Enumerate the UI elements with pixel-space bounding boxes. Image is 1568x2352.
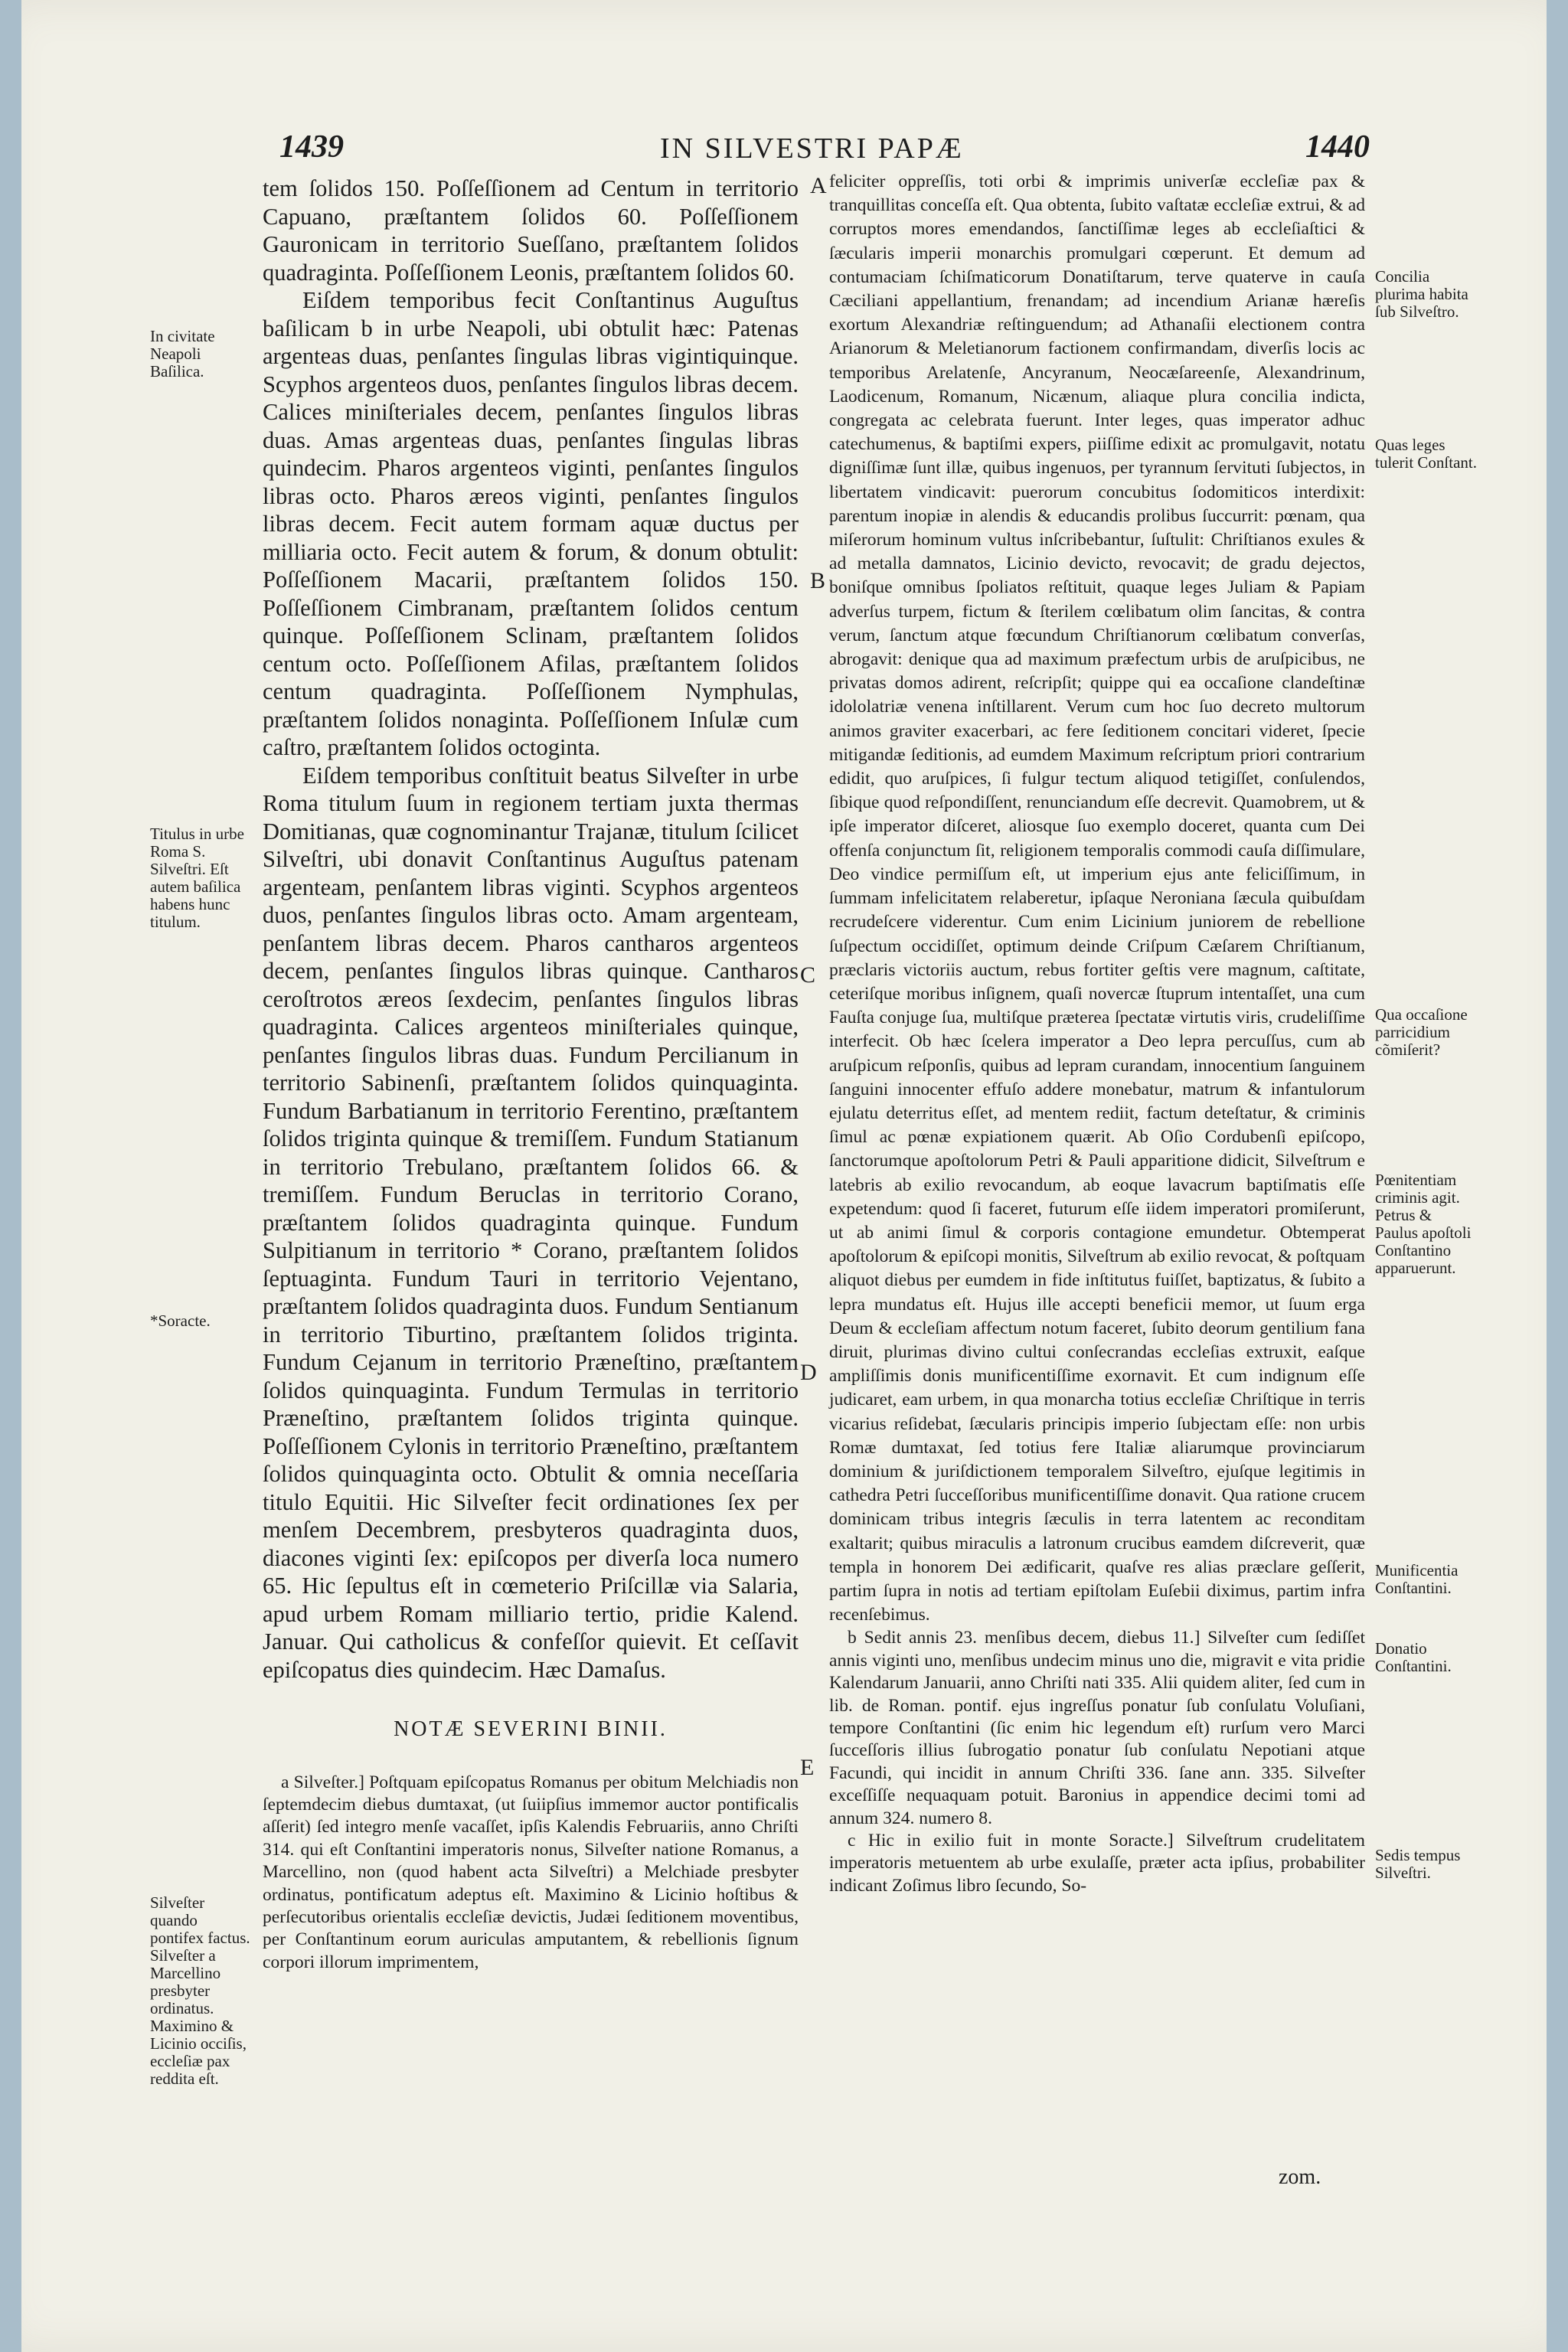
margin-note-right-1: Concilia plurima habita ſub Silveſtro. <box>1375 267 1468 321</box>
running-title: IN SILVESTRI PAPÆ <box>660 132 964 165</box>
section-letter-c: C <box>800 962 816 988</box>
margin-note-right-5: Munificentia Conſtantini. <box>1375 1561 1459 1597</box>
margin-note-right-2: Quas leges tulerit Conſtant. <box>1375 436 1477 472</box>
body-paragraph-right: feliciter oppreſſis, toti orbi & imprimis univerſæ eccleſiæ pax & tranquillitas conceſſa eſt. Qua obtenta, ſubito vaſtatæ eccleſiæ extrui, & ad corruptos mores emendandos, ſanctiſſimæ leges ab eccleſiaſtici & ſæcularis imperii monarchis promulgari cœperunt. Et demum ad contumaciam ſchiſmaticorum Donatiſtarum, terve quaterve in cauſa Cæciliani appellantium, frenandam; ad incendium Arianæ hæreſis exortum Alexandriæ reſtinguendum; ad Athanaſii electionem contra Arianorum & Meletianorum factionem confirmandam, diverſis locis ac temporibus Arelatenſe, Ancyranum, Neocæſareenſe, Alexandrinum, Laodicenum, Romanum, Nicænum, aliaque plura concilia indicta, congregata ac celebrata fuerunt. Inter leges, quas imperator adhuc catechumenus, & baptiſmi expers, piiſſime edixit ac promulgavit, notatu digniſſimæ ſunt illæ, quibus ingenuos, per tyrannum ſervituti ſubjectos, in libertatem vindicavit: puerorum concubitus ſodomiticos interdixit: parentum inopiæ in alendis & educandis prolibus ſuccurrit: pœnam, qua miſerorum hominum vultus inſcribebantur, ſuſtulit: Chriſtianos exules & ad metalla damnatos, Licinio devicto, revocavit; de gradu dejectos, boniſque omnibus ſpoliatos reſtituit, quaque leges Juliam & Papiam adverſus turpem, fictum & ſterilem cœlibatum olim ſancitas, & contra verum, ſanctum atque fœcundum Chriſtianorum cœlibatum converſas, abrogavit: denique qua ad maximum præfectum urbis de aruſpicibus, ne privatas domos adirent, reſcripſit; quippe qui ea occaſione clandeſtinæ idololatriæ venena inſtillarent. Verum cum hoc ſuo decreto multorum animos graviter exacerbari, ac fere ſeditionem concitari videret, ſpecie mitigandæ ſeditionis, ad eumdem Maximum reſcriptum priori contrarium edidit, quo aruſpices, ſi fulgur tectum aliquod tetigiſſet, conſulendos, ſibique quod reſpondiſſent, renunciandum eſſe decrevit. Quamobrem, ut & ipſe imperator diſceret, aliosque ſuo exemplo doceret, quanta cum Dei offenſa conjunctum ſit, religionem temporalis commodi cauſa diſſimulare, Deo vindice permiſſum eſt, ut imperium ejus ante feliciſſimum, in ſummam infelicitatem relaberetur, ipſaque Neroniana ſæcula quibuſdam recrudeſcere viderentur. Cum enim Licinium juniorem de rebellione ſuſpectum occidiſſet, optimum deinde Criſpum Cæſarem Chriſtianum, præclaris victoriis auctum, rebus fortiter geſtis vere magnum, caſtitate, ceteriſque moribus inſignem, quaſi novercæ ſtuprum intentaſſet, una cum Fauſta conjuge ſua, multiſque præterea ſpectatæ virtutis viris, crudeliſſime interfecit. Ob hæc ſcelera imperator a Deo lepra percuſſus, cum ab aruſpicum reſponſis, quibus ad lepram curandam, innocentium ſanguinem ſanguini innocenter effuſo addere monebatur, matrum & infantulorum ejulatu deterritus eſſet, ad mentem rediit, factum deteſtatur, & criminis ſimul ac pœnæ expiationem quærit. Ab Oſio Cordubenſi epiſcopo, ſanctorumque apoſtolorum Petri & Pauli apparitione didicit, Silveſtrum e latebris ab exilio revocandum, ab eoque lavacrum baptiſmatis eſſe expetendum: quod ſi faceret, futurum eſſe iidem imperatori promiſerunt, ut ab animi ſimul & corporis contagione emundetur. Obtemperat apoſtolorum & epiſcopi monitis, Silveſtrum ab exilio revocat, & poſtquam aliquot diebus per eumdem in fide inſtitutus fuiſſet, baptizatus, & ſubito a lepra mundatus eſt. Hujus ille accepti beneficii memor, ut ſuum erga Deum & eccleſiam affectum notum faceret, ſubito deorum gentilium fana diruit, plurimas divino cultui conſecrandas eccleſias extruxit, eaſque ampliſſimis donis munificentiſſime exornavit. Et cum indignum eſſe judicaret, eam urbem, in qua monarcha totius eccleſiæ Chriſtique in terris vicarius reſidebat, ſæcularis principis imperio ſubjectam eſſe: non urbis Romæ dumtaxat, ſed totius fere Italiæ aliarumque provinciarum dominium & juriſdictionem temporalem Silveſtro, ejuſque legitimis in cathedra Petri ſucceſſoribus munificentiſſime donavit. Qua ratione crucem dominicam tribus integris ſæculis in terra latentem ac reconditam exaltarit; quibus miraculis a latronum crucibus eamdem diſcreverit, quæ templa in honorem Dei ædificarit, quaſve res alias præclare geſſerit, partim ſupra in notis ad tertiam epiſtolam Euſebii diximus, partim infra recenſebimus. <box>829 172 1365 1625</box>
section-letter-b: B <box>810 568 826 593</box>
note-b: b Sedit annis 23. menſibus decem, diebus 11.] Silveſter cum ſediſſet annis viginti uno, menſibus undecim minus uno die, migravit e vita pridie Kalendarum Januarii, anno Chriſti nati 335. Alii quidem aliter, ſed cum in lib. de Roman. pontif. ejus ingreſſus ponatur ſub conſulatu Voluſiani, tempore Conſtantini (ſic enim hic legendum eſt) rurſum vero Marci ſucceſſoris illius ſubrogatio ponatur ſub conſulatu Nepotiani atque Facundi, qui incidit in annum Chriſti 336. ſane ann. 335. Silveſter exceſſiſſe nequaquam potuit. Baronius in appendice decimi tomi ad annum 324. numero 8. <box>829 1628 1365 1828</box>
page-header <box>0 129 1568 167</box>
page-number-right: 1440 <box>1305 129 1370 165</box>
margin-note-right-4: Pœnitentiam criminis agit. Petrus & Paulus apoſtoli Conſtantino apparuerunt. <box>1375 1171 1472 1277</box>
scan-edge-left <box>0 0 21 2352</box>
note-a: a Silveſter.] Poſtquam epiſcopatus Romanus per obitum Melchiadis non ſeptemdecim diebus dumtaxat, (ut ſuiipſius immemor auctor pontificalis aſſerit) ſed integro menſe vacaſſet, ipſis Kalendis Februariis, anno Chriſti 314. qui eſt Conſtantini imperatoris nonus, Silveſter natione Romanus, a Marcellino, non (quod habent acta Silveſtri) a Melchiade presbyter ordinatus, pontificatum adeptus eſt. Maximino & Licinio hoſtibus & perſecutoribus orientalis eccleſiæ devictis, Judæi ſeditionem moventibus, per Conſtantinum eorum auriculas amputantem, & rebellionis ſignum corpori illorum imprimentem, <box>263 1772 799 1972</box>
section-letter-a: A <box>810 173 827 198</box>
body-paragraph-1: tem ſolidos 150. Poſſeſſionem ad Centum in territorio Capuano, præſtantem ſolidos 60. Poſſeſſionem Gauronicam in territorio Sueſſano, præſtantem ſolidos quadraginta. Poſſeſſionem Leonis, præſtantem ſolidos 60. <box>263 175 799 286</box>
note-c: c Hic in exilio fuit in monte Soracte.] Silveſtrum crudelitatem imperatoris metuentem ab urbe exulaſſe, præter acta ipſius, probabiliter indicant Zoſimus libro ſecundo, So- <box>829 1831 1365 1896</box>
scan-edge-right <box>1547 0 1568 2352</box>
right-column <box>829 170 1365 1897</box>
page-number-left: 1439 <box>279 129 344 165</box>
margin-note-left-2: Titulus in urbe Roma S. Silveſtri. Eſt autem baſilica habens hunc titulum. <box>150 825 244 931</box>
margin-note-left-3: *Soracte. <box>150 1312 211 1330</box>
catchword: zom. <box>1279 2165 1321 2189</box>
margin-note-left-4: Silveſter quando pontifex factus. Silveſter a Marcellino presbyter ordinatus. Maximino & Licinio occiſis, eccleſiæ pax reddita eſt. <box>150 1893 250 2088</box>
section-letter-e: E <box>800 1755 815 1780</box>
body-paragraph-2: Eiſdem temporibus fecit Conſtantinus Auguſtus baſilicam b in urbe Neapoli, ubi obtulit hæc: Patenas argenteas duas, penſantes ſingulas libras vigintiquinque. Scyphos argenteos duos, penſantes ſingulos libras decem. Calices miniſteriales decem, penſantes ſingulos libras duas. Amas argenteas duas, penſantes ſingulas libras quindecim. Pharos argenteos viginti, penſantes ſingulos libras octo. Pharos æreos viginti, penſantes ſingulos libras decem. Fecit autem formam aquæ ductus per milliaria octo. Fecit autem & forum, & donum obtulit: Poſſeſſionem Macarii, præſtantem ſolidos 150. Poſſeſſionem Cimbranam, præſtantem ſolidos centum quinque. Poſſeſſionem Sclinam, præſtantem ſolidos centum octo. Poſſeſſionem Afilas, præſtantem ſolidos centum quadraginta. Poſſeſſionem Nymphulas, præſtantem ſolidos nonaginta. Poſſeſſionem Inſulæ cum caſtro, præſtantem ſolidos octoginta. <box>263 287 799 760</box>
body-paragraph-3: Eiſdem temporibus conſtituit beatus Silveſter in urbe Roma titulum ſuum in regionem tertiam juxta thermas Domitianas, quæ cognominantur Trajanæ, titulum ſcilicet Silveſtri, ubi donavit Conſtantinus Auguſtus patenam argenteam, penſantem libras viginti. Scyphos argenteos duos, penſantes ſingulos libras octo. Amam argenteam, penſantem libras decem. Pharos cantharos argenteos decem, penſantes ſingulos libras quinque. Cantharos ceroſtrotos æreos ſexdecim, penſantes ſingulos libras quadraginta. Calices argenteos miniſteriales quinque, penſantes ſingulos libras duas. Fundum Percilianum in territorio Sabinenſi, præſtantem ſolidos quinquaginta. Fundum Barbatianum in territorio Ferentino, præſtantem ſolidos triginta quinque & tremiſſem. Fundum Statianum in territorio Trebulano, præſtantem ſolidos 66. & tremiſſem. Fundum Beruclas in territorio Corano, præſtantem ſolidos quadraginta quinque. Fundum Sulpitianum in territorio * Corano, præſtantem ſolidos ſeptuaginta. Fundum Tauri in territorio Vejentano, præſtantem ſolidos quadraginta duos. Fundum Sentianum in territorio Tiburtino, præſtantem ſolidos triginta. Fundum Cejanum in territorio Præneſtino, præſtantem ſolidos quinquaginta. Fundum Termulas in territorio Præneſtino, præſtantem ſolidos triginta quinque. Poſſeſſionem Cylonis in territorio Præneſtino, præſtantem ſolidos quinquaginta octo. Obtulit & omnia neceſſaria titulo Equitii. Hic Silveſter fecit ordinationes ſex per menſem Decembrem, presbyteros quadraginta duos, diacones viginti ſex: epiſcopos per diverſa loca numero 65. Hic ſepultus eſt in cœmeterio Priſcillæ via Salaria, apud urbem Romam milliario tertio, pridie Kalend. Januar. Qui catholicus & confeſſor quievit. Et ceſſavit epiſcopatus dies quindecim. Hæc Damaſus. <box>263 762 799 1683</box>
section-letter-d: D <box>800 1360 817 1385</box>
margin-note-right-6: Donatio Conſtantini. <box>1375 1639 1452 1675</box>
notes-title: NOTÆ SEVERINI BINII. <box>394 1717 668 1741</box>
left-column <box>263 175 799 1974</box>
margin-note-right-7: Sedis tempus Silveſtri. <box>1375 1846 1461 1882</box>
margin-note-right-3: Qua occaſione parricidium cõmiſerit? <box>1375 1005 1468 1059</box>
margin-note-left-1: In civitate Neapoli Baſilica. <box>150 327 215 381</box>
